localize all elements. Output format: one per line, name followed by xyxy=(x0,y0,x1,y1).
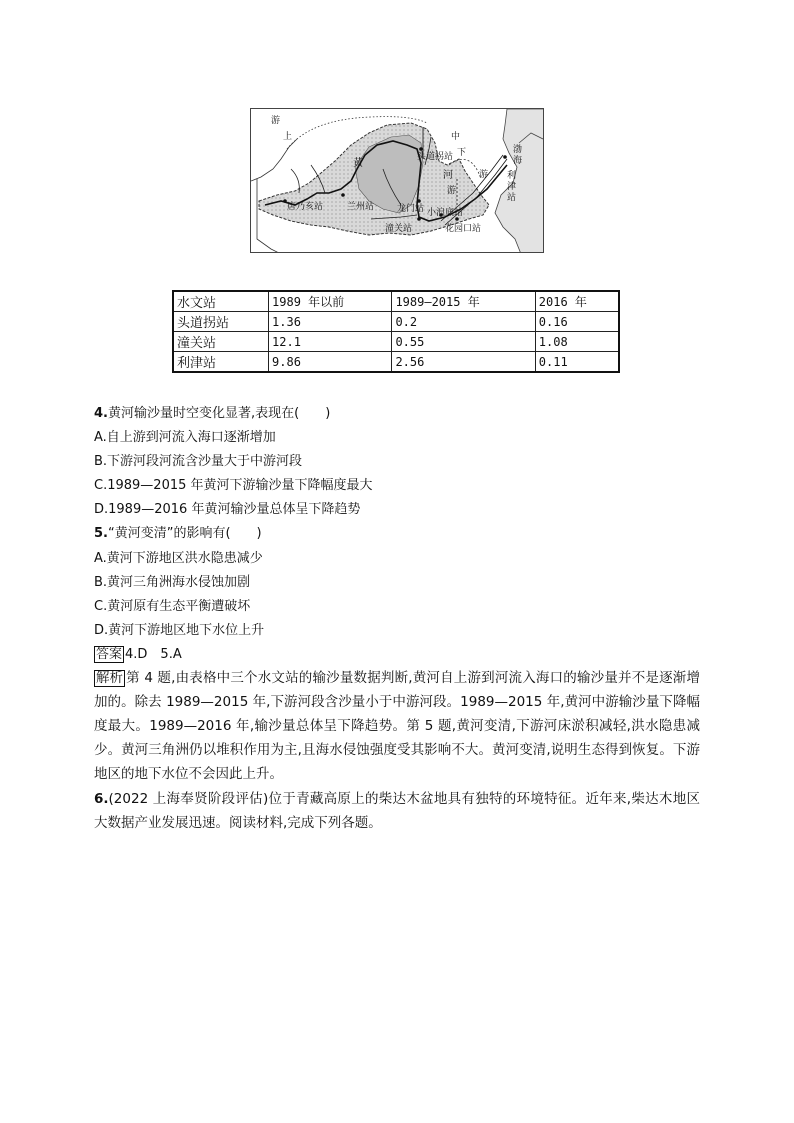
station-dot-toudaoguai xyxy=(419,147,423,151)
question-5-option-c: C.黄河原有生态平衡遭破坏 xyxy=(94,599,251,614)
map-label-zhong: 中 xyxy=(451,132,461,142)
table-header-cell: 1989—2015 年 xyxy=(392,291,535,312)
yellow-river-map xyxy=(250,108,544,253)
table-cell: 2.56 xyxy=(392,352,535,373)
question-text: (2022 上海奉贤阶段评估)位于青藏高原上的柴达木盆地具有独特的环境特征。近年来,柴达木地区大数据产业发展迅速。阅读材料,完成下列各题。 xyxy=(94,791,700,831)
table-cell: 0.2 xyxy=(392,312,535,332)
map-label-lanzhou: 兰州站 xyxy=(347,202,375,212)
station-dot-lijin xyxy=(503,155,507,159)
map-label-xia: 下 xyxy=(457,148,467,158)
table-row xyxy=(173,312,619,332)
station-dot-longmen xyxy=(417,199,421,203)
map-label-lijin: 利津站 xyxy=(507,171,517,203)
question-text: “黄河变清”的影响有( ) xyxy=(107,526,262,541)
map-label-he: 河 xyxy=(443,170,453,181)
question-number: 4. xyxy=(94,406,108,421)
table-header-row xyxy=(173,291,619,312)
map-label-longmen: 龙门站 xyxy=(397,204,425,214)
table-cell: 9.86 xyxy=(269,352,392,373)
table-row xyxy=(173,332,619,352)
table-cell: 0.16 xyxy=(535,312,619,332)
question-4-option-a: A.自上游到河流入海口逐渐增加 xyxy=(94,430,276,445)
table-header-cell: 1989 年以前 xyxy=(269,291,392,312)
map-label-bohai: 渤海 xyxy=(513,145,523,166)
question-4-option-b: B.下游河段河流含沙量大于中游河段 xyxy=(94,454,303,469)
table-cell: 12.1 xyxy=(269,332,392,352)
station-dot-tongguan xyxy=(417,217,421,221)
analysis-paragraph xyxy=(94,666,700,786)
station-dot-lanzhou xyxy=(341,193,345,197)
map-label-tongguan: 潼关站 xyxy=(385,224,413,234)
map-label-xiaolangdi: 小浪底站 xyxy=(427,208,464,218)
map-label-you1: 游 xyxy=(271,116,281,126)
table-cell: 1.08 xyxy=(535,332,619,352)
answer-tag: 答案 xyxy=(96,647,123,662)
sediment-table xyxy=(172,290,620,373)
question-4-option-c: C.1989—2015 年黄河下游输沙量下降幅度最大 xyxy=(94,478,373,493)
question-5-stem xyxy=(94,525,262,543)
table-cell: 0.55 xyxy=(392,332,535,352)
table-row xyxy=(173,352,619,373)
question-4-option-d: D.1989—2016 年黄河输沙量总体呈下降趋势 xyxy=(94,502,361,517)
table-header-cell: 2016 年 xyxy=(535,291,619,312)
question-number: 5. xyxy=(94,526,108,541)
sea-area xyxy=(495,109,544,253)
map-label-shang: 上 xyxy=(283,132,293,142)
map-label-youR: 游 xyxy=(479,170,489,180)
question-number: 6. xyxy=(94,791,109,807)
question-text: 黄河输沙量时空变化显著,表现在( ) xyxy=(107,406,331,421)
map-label-tangnaihai: 唐乃亥站 xyxy=(287,202,324,212)
table-cell: 头道拐站 xyxy=(173,312,269,332)
question-5-option-b: B.黄河三角洲海水侵蚀加剧 xyxy=(94,575,251,590)
analysis-tag: 解析 xyxy=(96,670,123,686)
table-cell: 1.36 xyxy=(269,312,392,332)
question-5-option-a: A.黄河下游地区洪水隐患减少 xyxy=(94,551,263,566)
map-label-huayuankou: 花园口站 xyxy=(445,224,482,234)
map-label-you2: 游 xyxy=(447,186,457,196)
map-label-toudaoguai: 头道拐站 xyxy=(417,152,454,162)
question-5-option-d: D.黄河下游地区地下水位上升 xyxy=(94,623,265,638)
table-cell: 潼关站 xyxy=(173,332,269,352)
map-label-huang: 黄 xyxy=(353,158,363,169)
table-header-cell: 水文站 xyxy=(173,291,269,312)
answer-line xyxy=(94,646,182,664)
answer-text: 4.D 5.A xyxy=(125,647,182,662)
analysis-text: 第 4 题,由表格中三个水文站的输沙量数据判断,黄河自上游到河流入海口的输沙量并不是逐渐增加的。除去 1989—2015 年,下游河段含沙量小于中游河段。1989—2015 年,黄河中游输沙量下降幅度最大。1989—2016 年,输沙量总体呈下降趋势。第 5 题,黄河变清,下游河床淤积减轻,洪水隐患减少。黄河三角洲仍以堆积作用为主,且海水侵蚀强度受其影响不大。黄河变清,说明生态得到恢复。下游地区的地下水位不会因此上升。 xyxy=(94,670,700,782)
question-6 xyxy=(94,787,700,835)
question-4-stem xyxy=(94,405,330,423)
table-cell: 利津站 xyxy=(173,352,269,373)
table-cell: 0.11 xyxy=(535,352,619,373)
